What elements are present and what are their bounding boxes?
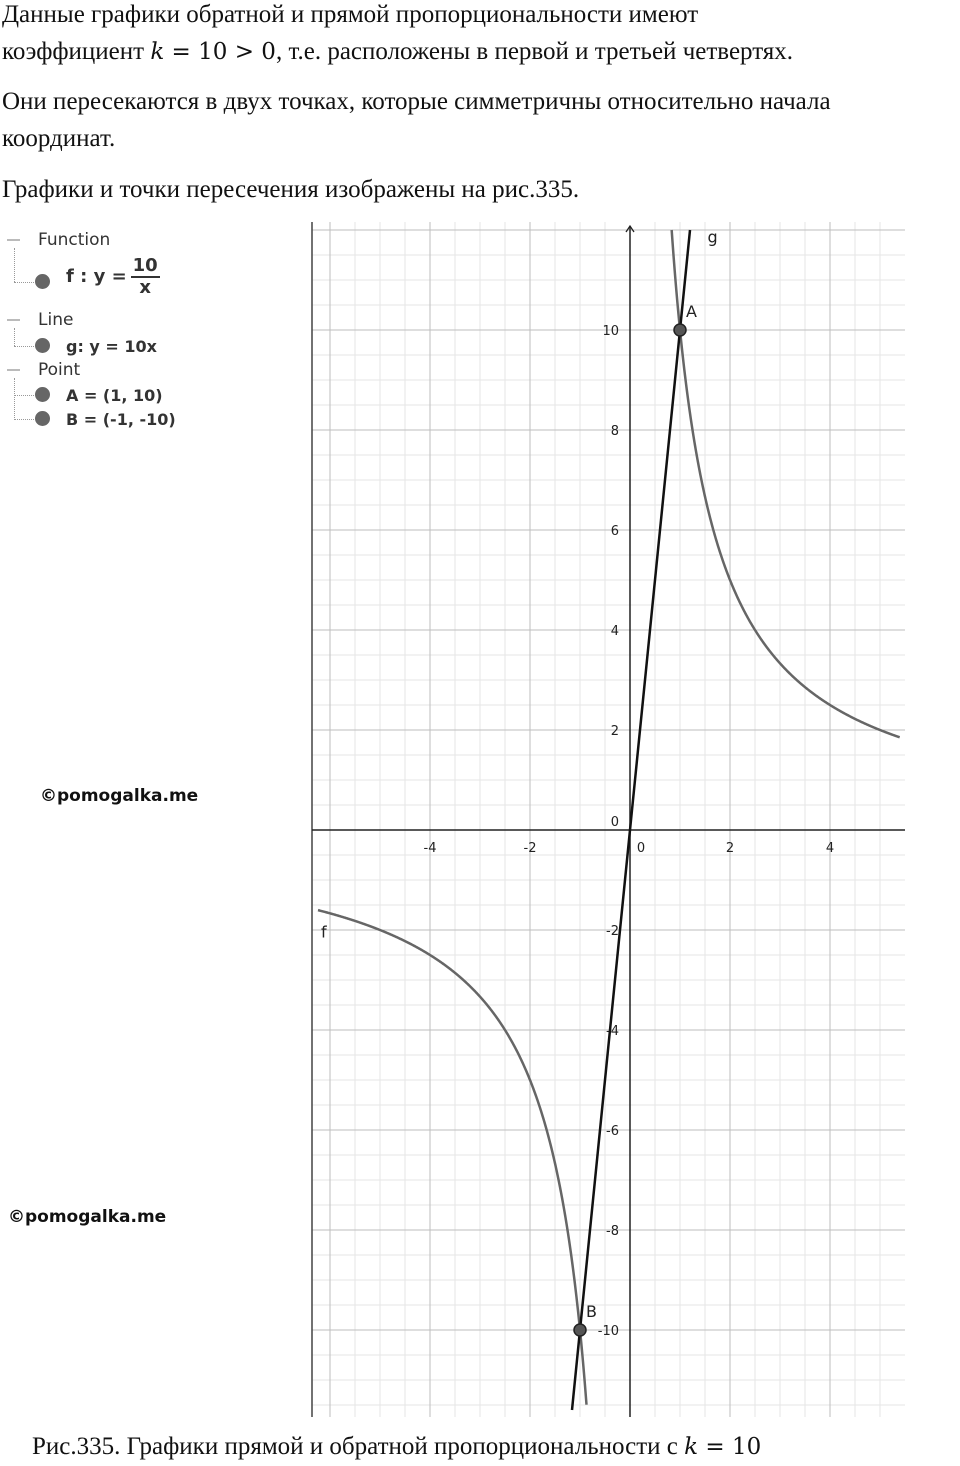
x-tick-label: -2 bbox=[523, 841, 537, 856]
tree-line bbox=[14, 346, 34, 347]
group-point-label: Point bbox=[38, 360, 81, 380]
point-a-entry[interactable]: A = (1, 10) bbox=[66, 386, 163, 405]
point-a bbox=[674, 324, 686, 336]
graph-canvas[interactable] bbox=[300, 222, 905, 1417]
series-f-label: f bbox=[321, 922, 327, 942]
tree-line bbox=[14, 328, 15, 346]
tree-line bbox=[14, 378, 15, 420]
y-tick-label: -8 bbox=[606, 1224, 619, 1239]
series-g-line bbox=[572, 230, 690, 1410]
algebra-view bbox=[0, 226, 200, 436]
visibility-dot-icon[interactable] bbox=[35, 387, 50, 402]
series-f-branch bbox=[318, 910, 587, 1405]
p1-line2-after: , т.е. расположены в первой и третьей четвертях. bbox=[275, 38, 794, 65]
point-a-label: A bbox=[686, 302, 697, 321]
function-f-entry[interactable] bbox=[66, 256, 160, 298]
paragraph-coefficient bbox=[2, 0, 793, 71]
p1-k-symbol: k bbox=[150, 39, 165, 65]
caption-text: Рис.335. Графики прямой и обратной пропорциональности с bbox=[32, 1433, 685, 1460]
fraction-denominator: x bbox=[139, 277, 151, 298]
x-tick-label: 4 bbox=[825, 841, 835, 856]
visibility-dot-icon[interactable] bbox=[35, 411, 50, 426]
point-b-entry[interactable]: B = (-1, -10) bbox=[66, 410, 176, 429]
visibility-dot-icon[interactable] bbox=[35, 274, 50, 289]
point-b-label: B bbox=[586, 1302, 597, 1321]
collapse-function-icon[interactable] bbox=[7, 239, 20, 241]
y-tick-label: -2 bbox=[606, 924, 619, 939]
series-g-label: g bbox=[707, 227, 718, 247]
p1-formula: = 10 > 0 bbox=[164, 39, 276, 65]
y-tick-label: 10 bbox=[602, 324, 619, 339]
x-tick-label: -4 bbox=[423, 841, 437, 856]
y-tick-label: 0 bbox=[610, 815, 619, 830]
group-function-label: Function bbox=[38, 230, 111, 250]
y-tick-label: -10 bbox=[597, 1324, 619, 1339]
y-tick-label: 4 bbox=[610, 624, 619, 639]
tree-line bbox=[14, 248, 15, 282]
caption-k-symbol: k bbox=[684, 1434, 699, 1460]
collapse-point-icon[interactable] bbox=[7, 369, 20, 371]
y-tick-label: 8 bbox=[610, 424, 619, 439]
p1-line1: Данные графики обратной и прямой пропорциональности имеют bbox=[2, 1, 699, 28]
p2-line2: координат. bbox=[2, 125, 116, 152]
tree-line bbox=[14, 282, 34, 283]
tree-line bbox=[14, 419, 34, 420]
x-tick-label: 2 bbox=[725, 841, 735, 856]
group-line-label: Line bbox=[38, 310, 74, 330]
p1-line2-before: коэффициент bbox=[2, 38, 151, 65]
y-tick-label: 2 bbox=[610, 724, 619, 739]
function-f-prefix: f : y = bbox=[66, 266, 127, 287]
fraction-numerator: 10 bbox=[132, 255, 158, 276]
p2-line1: Они пересекаются в двух точках, которые симметричны относительно начала bbox=[2, 88, 831, 115]
paragraph-intersection bbox=[2, 83, 831, 157]
y-tick-label: -6 bbox=[606, 1124, 619, 1139]
y-tick-label: -4 bbox=[606, 1024, 619, 1039]
watermark: ©pomogalka.me bbox=[8, 1207, 167, 1227]
fraction bbox=[131, 256, 160, 298]
paragraph-figure-reference: Графики и точки пересечения изображены на рис.335. bbox=[2, 176, 580, 203]
series-f-branch bbox=[672, 227, 900, 737]
collapse-line-icon[interactable] bbox=[7, 319, 20, 321]
point-b bbox=[574, 1324, 586, 1336]
watermark: ©pomogalka.me bbox=[40, 786, 199, 806]
x-tick-label: 0 bbox=[636, 841, 646, 856]
caption-formula: = 10 bbox=[698, 1434, 762, 1460]
tree-line bbox=[14, 395, 34, 396]
y-tick-label: 6 bbox=[610, 524, 619, 539]
visibility-dot-icon[interactable] bbox=[35, 338, 50, 353]
figure-caption bbox=[32, 1428, 761, 1466]
line-g-entry[interactable]: g: y = 10x bbox=[66, 337, 157, 356]
